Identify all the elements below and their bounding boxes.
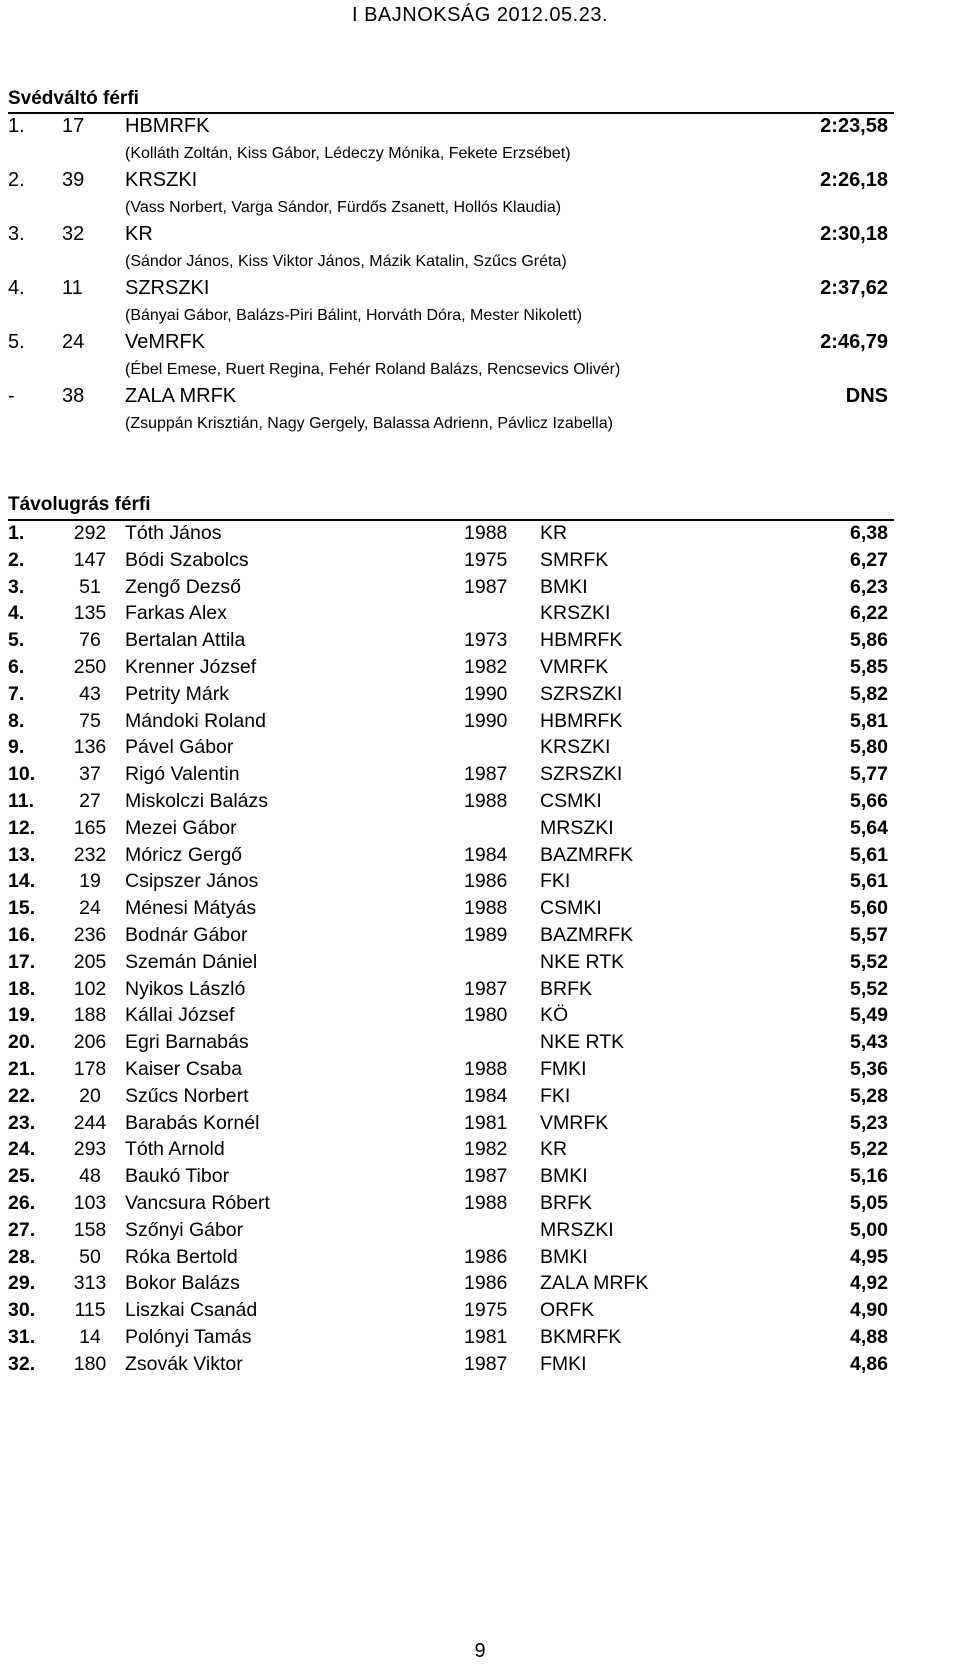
athlete-result: 5,77: [850, 763, 888, 786]
table-row: [0, 1163, 960, 1190]
athlete-name: Barabás Kornél: [125, 1111, 260, 1134]
athlete-place: 9.: [8, 736, 25, 759]
athlete-name: Polónyi Tamás: [125, 1325, 252, 1348]
athlete-bib-number: 20: [79, 1084, 101, 1107]
athlete-club: KR: [540, 522, 568, 544]
relay-entry: [0, 221, 960, 275]
relay-result: 2:46,79: [820, 331, 888, 353]
athlete-result: 5,22: [850, 1138, 888, 1161]
athlete-name: Zsovák Viktor: [125, 1352, 243, 1375]
relay-entry-main-line: [0, 329, 960, 356]
relay-entry-members-line: [0, 410, 960, 437]
athlete-place: 26.: [8, 1191, 36, 1214]
relay-team-members: (Zsuppán Krisztián, Nagy Gergely, Balassa Adrienn, Pávlicz Izabella): [125, 415, 613, 432]
athlete-name: Bódi Szabolcs: [125, 548, 249, 571]
athlete-place: 25.: [8, 1165, 36, 1188]
athlete-result: 4,92: [850, 1272, 888, 1295]
athlete-club: BAZMRFK: [540, 843, 634, 866]
athlete-bib-number: 14: [79, 1325, 101, 1348]
athlete-result: 4,90: [850, 1299, 888, 1322]
athlete-name: Nyikos László: [125, 977, 246, 1000]
athlete-name: Bodnár Gábor: [125, 923, 248, 946]
athlete-result: 5,43: [850, 1031, 888, 1054]
athlete-club: BMKI: [540, 575, 588, 598]
relay-team-members: (Kolláth Zoltán, Kiss Gábor, Lédeczy Mónika, Fekete Erzsébet): [125, 145, 571, 162]
relay-team-name: KRSZKI: [125, 169, 198, 191]
page-number: 9: [474, 1640, 486, 1662]
athlete-birth-year: 1981: [464, 1325, 508, 1348]
athlete-place: 2.: [8, 548, 25, 571]
table-row: [0, 976, 960, 1003]
athlete-bib-number: 103: [73, 1191, 107, 1214]
athlete-name: Csipszer János: [125, 870, 259, 893]
athlete-bib-number: 232: [73, 843, 107, 866]
athlete-place: 23.: [8, 1111, 36, 1134]
athlete-name: Petrity Márk: [125, 682, 230, 705]
athlete-result: 5,82: [850, 682, 888, 705]
relay-entry: [0, 167, 960, 221]
athlete-place: 4.: [8, 602, 25, 625]
athlete-result: 5,64: [850, 816, 888, 839]
athlete-birth-year: 1989: [464, 923, 508, 946]
athlete-club: HBMRFK: [540, 629, 623, 652]
athlete-place: 28.: [8, 1245, 36, 1268]
table-row: [0, 1083, 960, 1110]
relay-team-name: HBMRFK: [125, 115, 210, 137]
athlete-bib-number: 205: [73, 950, 107, 973]
relay-results-list: [0, 113, 960, 437]
athlete-result: 5,05: [850, 1191, 888, 1214]
relay-entry-members-line: [0, 248, 960, 275]
relay-place: 3.: [8, 223, 25, 245]
athlete-bib-number: 206: [73, 1031, 107, 1054]
athlete-name: Baukó Tibor: [125, 1165, 230, 1188]
athlete-bib-number: 188: [73, 1004, 107, 1027]
athlete-bib-number: 102: [73, 977, 107, 1000]
athlete-result: 5,16: [850, 1165, 888, 1188]
athlete-result: 5,00: [850, 1218, 888, 1241]
relay-entry-members-line: [0, 194, 960, 221]
athlete-name: Szőnyi Gábor: [125, 1218, 244, 1241]
athlete-result: 5,36: [850, 1057, 888, 1080]
athlete-result: 5,66: [850, 789, 888, 812]
athlete-bib-number: 76: [79, 629, 101, 652]
athlete-birth-year: 1975: [464, 1299, 508, 1322]
athlete-birth-year: 1988: [464, 897, 508, 920]
athlete-birth-year: 1981: [464, 1111, 508, 1134]
relay-team-name: KR: [125, 223, 153, 245]
athlete-birth-year: 1986: [464, 1272, 508, 1295]
relay-result: DNS: [845, 385, 888, 407]
relay-place: 4.: [8, 277, 25, 299]
relay-entry-main-line: [0, 167, 960, 194]
athlete-place: 8.: [8, 709, 25, 732]
relay-bib-number: 11: [62, 277, 83, 299]
athlete-result: 5,61: [850, 870, 888, 893]
athlete-result: 5,85: [850, 655, 888, 678]
athlete-name: Kállai József: [125, 1004, 235, 1027]
athlete-bib-number: 24: [79, 897, 101, 920]
table-row: [0, 600, 960, 627]
table-row: [0, 1110, 960, 1137]
relay-place: 2.: [8, 169, 25, 191]
athlete-place: 21.: [8, 1057, 36, 1080]
athlete-club: CSMKI: [540, 897, 602, 920]
athlete-club: MRSZKI: [540, 1218, 614, 1241]
athlete-bib-number: 158: [73, 1218, 107, 1241]
athlete-place: 14.: [8, 870, 36, 893]
relay-section-title: Svédváltó férfi: [8, 88, 139, 109]
long-jump-results-table: [0, 520, 960, 1378]
athlete-result: 4,95: [850, 1245, 888, 1268]
athlete-name: Egri Barnabás: [125, 1031, 249, 1054]
athlete-club: NKE RTK: [540, 1031, 625, 1054]
athlete-place: 24.: [8, 1138, 36, 1161]
athlete-result: 5,49: [850, 1004, 888, 1027]
athlete-bib-number: 75: [79, 709, 101, 732]
table-row: [0, 1297, 960, 1324]
athlete-birth-year: 1988: [464, 522, 508, 544]
athlete-name: Móricz Gergő: [125, 843, 243, 866]
table-row: [0, 734, 960, 761]
athlete-birth-year: 1987: [464, 1352, 508, 1375]
table-row: [0, 1002, 960, 1029]
table-row: [0, 1056, 960, 1083]
relay-team-members: (Vass Norbert, Varga Sándor, Fürdős Zsanett, Hollós Klaudia): [125, 199, 562, 216]
athlete-place: 7.: [8, 682, 25, 705]
athlete-club: KRSZKI: [540, 602, 611, 625]
athlete-place: 29.: [8, 1272, 36, 1295]
long-jump-section-title: Távolugrás férfi: [8, 494, 151, 515]
athlete-result: 4,88: [850, 1325, 888, 1348]
athlete-place: 32.: [8, 1352, 36, 1375]
athlete-name: Rigó Valentin: [125, 763, 240, 786]
athlete-club: VMRFK: [540, 655, 609, 678]
table-row: [0, 788, 960, 815]
athlete-birth-year: 1975: [464, 548, 508, 571]
athlete-bib-number: 43: [79, 682, 101, 705]
table-row: [0, 1136, 960, 1163]
athlete-place: 3.: [8, 575, 25, 598]
athlete-bib-number: 292: [73, 522, 107, 544]
relay-team-name: VeMRFK: [125, 331, 206, 353]
athlete-result: 5,23: [850, 1111, 888, 1134]
athlete-place: 20.: [8, 1031, 36, 1054]
table-row: [0, 1324, 960, 1351]
athlete-place: 6.: [8, 655, 25, 678]
athlete-result: 5,86: [850, 629, 888, 652]
athlete-club: SZRSZKI: [540, 763, 623, 786]
athlete-club: BMKI: [540, 1165, 588, 1188]
athlete-birth-year: 1988: [464, 789, 508, 812]
athlete-birth-year: 1988: [464, 1191, 508, 1214]
athlete-name: Ménesi Mátyás: [125, 897, 257, 920]
relay-place: 1.: [8, 115, 25, 137]
athlete-club: VMRFK: [540, 1111, 609, 1134]
relay-entry-main-line: [0, 113, 960, 140]
table-row: [0, 895, 960, 922]
athlete-club: HBMRFK: [540, 709, 623, 732]
athlete-place: 10.: [8, 763, 36, 786]
athlete-name: Tóth János: [125, 522, 222, 544]
athlete-bib-number: 244: [73, 1111, 107, 1134]
athlete-name: Szemán Dániel: [125, 950, 258, 973]
athlete-place: 16.: [8, 923, 36, 946]
relay-entry-main-line: [0, 221, 960, 248]
athlete-club: FMKI: [540, 1057, 587, 1080]
athlete-club: SZRSZKI: [540, 682, 623, 705]
athlete-birth-year: 1988: [464, 1057, 508, 1080]
athlete-club: KR: [540, 1138, 568, 1161]
athlete-birth-year: 1990: [464, 682, 508, 705]
athlete-bib-number: 51: [79, 575, 101, 598]
athlete-birth-year: 1987: [464, 977, 508, 1000]
relay-result: 2:26,18: [820, 169, 888, 191]
athlete-place: 30.: [8, 1299, 36, 1322]
athlete-bib-number: 136: [73, 736, 107, 759]
athlete-name: Mándoki Roland: [125, 709, 266, 732]
athlete-birth-year: 1986: [464, 870, 508, 893]
athlete-club: FMKI: [540, 1352, 587, 1375]
athlete-result: 5,57: [850, 923, 888, 946]
athlete-place: 5.: [8, 629, 25, 652]
relay-bib-number: 39: [62, 169, 85, 191]
athlete-name: Róka Bertold: [125, 1245, 238, 1268]
athlete-result: 6,23: [850, 575, 888, 598]
relay-entry: [0, 329, 960, 383]
athlete-result: 6,27: [850, 548, 888, 571]
athlete-birth-year: 1973: [464, 629, 508, 652]
athlete-birth-year: 1987: [464, 763, 508, 786]
table-row: [0, 949, 960, 976]
athlete-club: ORFK: [540, 1299, 595, 1322]
athlete-club: KRSZKI: [540, 736, 611, 759]
athlete-name: Krenner József: [125, 655, 257, 678]
table-row: [0, 654, 960, 681]
athlete-bib-number: 236: [73, 923, 107, 946]
relay-entry-members-line: [0, 302, 960, 329]
table-row: [0, 815, 960, 842]
relay-team-name: ZALA MRFK: [125, 385, 237, 407]
relay-place: 5.: [8, 331, 25, 353]
athlete-name: Vancsura Róbert: [125, 1191, 270, 1214]
athlete-club: SMRFK: [540, 548, 609, 571]
table-row: [0, 761, 960, 788]
athlete-bib-number: 165: [73, 816, 107, 839]
table-row: [0, 1244, 960, 1271]
athlete-result: 5,60: [850, 897, 888, 920]
athlete-club: MRSZKI: [540, 816, 614, 839]
athlete-birth-year: 1987: [464, 1165, 508, 1188]
relay-entry-members-line: [0, 356, 960, 383]
relay-bib-number: 38: [62, 385, 85, 407]
relay-entry: [0, 383, 960, 437]
relay-entry-members-line: [0, 140, 960, 167]
table-row: [0, 1190, 960, 1217]
athlete-place: 17.: [8, 950, 36, 973]
athlete-club: BAZMRFK: [540, 923, 634, 946]
athlete-name: Szűcs Norbert: [125, 1084, 249, 1107]
relay-entry: [0, 275, 960, 329]
table-row: [0, 1351, 960, 1378]
athlete-place: 13.: [8, 843, 36, 866]
athlete-bib-number: 313: [73, 1272, 107, 1295]
athlete-club: KÖ: [540, 1004, 569, 1027]
athlete-bib-number: 27: [79, 789, 101, 812]
table-row: [0, 868, 960, 895]
athlete-birth-year: 1987: [464, 575, 508, 598]
athlete-club: NKE RTK: [540, 950, 625, 973]
athlete-name: Mezei Gábor: [125, 816, 237, 839]
athlete-name: Kaiser Csaba: [125, 1057, 243, 1080]
relay-team-members: (Ébel Emese, Ruert Regina, Fehér Roland Balázs, Rencsevics Olivér): [125, 361, 621, 378]
athlete-bib-number: 19: [79, 870, 101, 893]
table-row: [0, 547, 960, 574]
relay-result: 2:37,62: [820, 277, 888, 299]
athlete-birth-year: 1980: [464, 1004, 508, 1027]
athlete-birth-year: 1982: [464, 1138, 508, 1161]
relay-team-members: (Bányai Gábor, Balázs-Piri Bálint, Horváth Dóra, Mester Nikolett): [125, 307, 583, 324]
athlete-bib-number: 50: [79, 1245, 101, 1268]
athlete-place: 27.: [8, 1218, 36, 1241]
athlete-club: CSMKI: [540, 789, 602, 812]
athlete-place: 1.: [8, 522, 25, 544]
athlete-club: FKI: [540, 1084, 571, 1107]
athlete-result: 5,81: [850, 709, 888, 732]
athlete-bib-number: 180: [73, 1352, 107, 1375]
athlete-birth-year: 1986: [464, 1245, 508, 1268]
athlete-result: 5,52: [850, 977, 888, 1000]
athlete-name: Bokor Balázs: [125, 1272, 240, 1295]
athlete-club: FKI: [540, 870, 571, 893]
athlete-place: 18.: [8, 977, 36, 1000]
athlete-bib-number: 250: [73, 655, 107, 678]
athlete-club: BKMRFK: [540, 1325, 622, 1348]
athlete-name: Tóth Arnold: [125, 1138, 225, 1161]
page-header-title: I BAJNOKSÁG 2012.05.23.: [351, 4, 609, 26]
relay-team-members: (Sándor János, Kiss Viktor János, Mázik Katalin, Szűcs Gréta): [125, 253, 567, 270]
athlete-birth-year: 1984: [464, 1084, 508, 1107]
athlete-birth-year: 1990: [464, 709, 508, 732]
athlete-bib-number: 293: [73, 1138, 107, 1161]
athlete-name: Bertalan Attila: [125, 629, 246, 652]
relay-bib-number: 17: [62, 115, 85, 137]
relay-bib-number: 32: [62, 223, 85, 245]
athlete-place: 11.: [8, 789, 35, 812]
table-row: [0, 627, 960, 654]
athlete-result: 5,61: [850, 843, 888, 866]
relay-entry-main-line: [0, 383, 960, 410]
relay-entry-main-line: [0, 275, 960, 302]
table-row: [0, 1029, 960, 1056]
athlete-place: 22.: [8, 1084, 36, 1107]
athlete-club: BMKI: [540, 1245, 588, 1268]
relay-bib-number: 24: [62, 331, 85, 353]
relay-team-name: SZRSZKI: [125, 277, 210, 299]
athlete-result: 4,86: [850, 1352, 888, 1375]
athlete-bib-number: 48: [79, 1165, 101, 1188]
athlete-name: Liszkai Csanád: [125, 1299, 258, 1322]
athlete-bib-number: 115: [74, 1299, 106, 1322]
table-row: [0, 1217, 960, 1244]
table-row: [0, 681, 960, 708]
athlete-name: Zengő Dezső: [125, 575, 241, 598]
athlete-place: 19.: [8, 1004, 36, 1027]
athlete-club: BRFK: [540, 977, 593, 1000]
athlete-bib-number: 37: [79, 763, 101, 786]
athlete-place: 15.: [8, 897, 36, 920]
athlete-place: 31.: [8, 1325, 36, 1348]
athlete-name: Farkas Alex: [125, 602, 227, 625]
athlete-result: 5,52: [850, 950, 888, 973]
relay-result: 2:30,18: [820, 223, 888, 245]
athlete-club: ZALA MRFK: [540, 1272, 649, 1295]
relay-result: 2:23,58: [820, 115, 888, 137]
table-row: [0, 842, 960, 869]
table-row: [0, 708, 960, 735]
table-row: [0, 520, 960, 547]
athlete-name: Miskolczi Balázs: [125, 789, 269, 812]
table-row: [0, 922, 960, 949]
athlete-bib-number: 147: [73, 548, 107, 571]
table-row: [0, 574, 960, 601]
athlete-club: BRFK: [540, 1191, 593, 1214]
relay-place: -: [8, 385, 15, 407]
table-row: [0, 1270, 960, 1297]
athlete-name: Pável Gábor: [125, 736, 234, 759]
athlete-birth-year: 1982: [464, 655, 508, 678]
athlete-result: 5,80: [850, 736, 888, 759]
athlete-result: 5,28: [850, 1084, 888, 1107]
athlete-place: 12.: [8, 816, 36, 839]
athlete-birth-year: 1984: [464, 843, 508, 866]
athlete-bib-number: 135: [73, 602, 107, 625]
athlete-result: 6,38: [850, 522, 888, 544]
relay-entry: [0, 113, 960, 167]
athlete-bib-number: 178: [73, 1057, 107, 1080]
athlete-result: 6,22: [850, 602, 888, 625]
